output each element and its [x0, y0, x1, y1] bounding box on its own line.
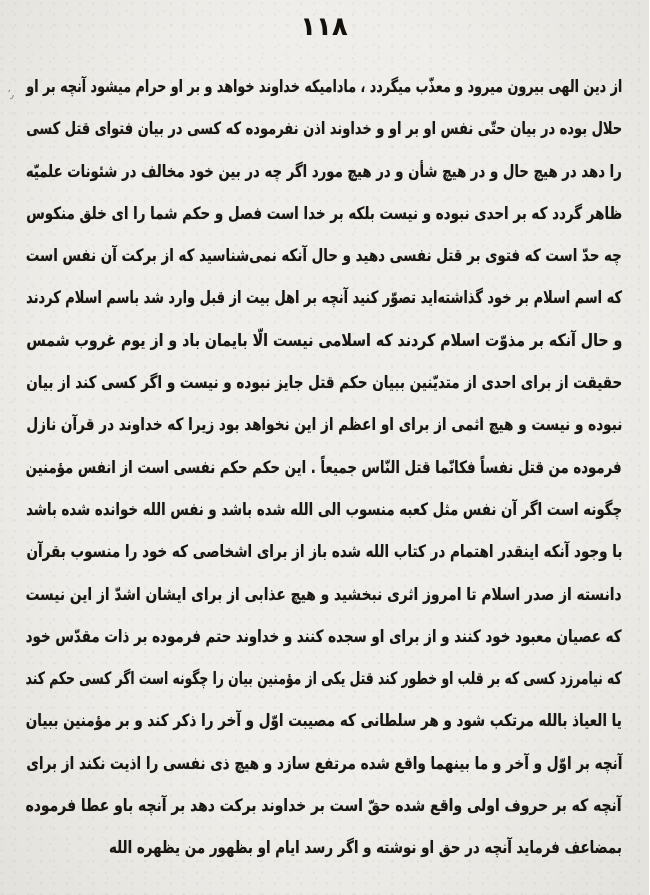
text-line-5-content: چه حدّ است که فتوی بر قتل نفسی دهید و حال آنکه نمی‌شناسید که از برکت آن نفس است — [27, 246, 623, 267]
text-line-10 — [27, 447, 623, 489]
text-line-2 — [27, 108, 623, 150]
text-line-11-content: چگونه است اگر آن نفس مثل کعبه منسوب الی الله شده باشد و نفس الله خوانده شده باشد — [27, 499, 623, 520]
text-line-13-content: دانسته از صدر اسلام تا امروز اثری نبخشید و هیچ عذابی از برای ایشان اشدّ از این نیست — [27, 584, 623, 605]
text-line-8 — [27, 362, 623, 404]
text-line-14 — [27, 616, 623, 658]
text-line-16 — [27, 700, 623, 742]
text-line-15-content: که نیامرزد کسی که بر قلب او خطور کند قتل یکی از مؤمنین بیان را چگونه است اگر کسی حکم کند — [27, 669, 623, 690]
text-line-1 — [27, 66, 623, 108]
text-block — [27, 66, 623, 870]
text-line-3 — [27, 151, 623, 193]
text-line-18-content: آنچه که بر حروف اولی واقع شده حقّ است بر خداوند برکت دهد بر آنچه باو عطا فرموده — [27, 796, 623, 817]
text-line-9-content: نبوده و نیست و هیچ اثمی از برای او اعظم از این نخواهد بود زیرا که خداوند در قرآن نازل — [27, 415, 623, 436]
margin-speck: ٬٫ — [7, 87, 16, 102]
text-line-19-content: بمضاعف فرماید آنچه در حق او نوشته و اگر رسد ایام او بظهور من یظهره الله — [110, 838, 623, 859]
text-line-12 — [27, 531, 623, 573]
text-line-5 — [27, 235, 623, 277]
text-line-4 — [27, 193, 623, 235]
page-number: ١١٨ — [301, 12, 349, 42]
text-line-11 — [27, 489, 623, 531]
text-line-6 — [27, 277, 623, 319]
text-line-13 — [27, 574, 623, 616]
text-line-17-content: آنچه بر اوّل و آخر و ما بینهما واقع شده مرتفع سازد و هیچ ذی نفسی را اذیت نکند از برای — [27, 753, 623, 774]
text-line-14-content: که عصیان معبود خود کنند و از برای او سجده کنند و خداوند حتم فرموده بر ذات مقدّس خود — [27, 626, 623, 647]
text-line-4-content: ظاهر گردد که بر احدی نبوده و نیست بلکه بر خدا است فصل و حکم شما را ای خلق منکوس — [27, 203, 623, 224]
text-line-2-content: حلال بوده در بیان حتّی نفس او بر او و خداوند اذن نفرموده که کسی در بیان فتوای قتل کسی — [27, 119, 623, 140]
text-line-17 — [27, 743, 623, 785]
text-line-18 — [27, 785, 623, 827]
text-line-8-content: حقیقت از برای احدی از متدیّنین ببیان حکم قتل جایز نبوده و نیست و اگر کسی کند از بیان — [27, 373, 623, 394]
text-line-6-content: که اسم اسلام بر خود گذاشته‌اید تصوّر کنید آنچه بر اهل بیت از قبل وارد شد باسم اسلام کردند — [27, 288, 623, 309]
text-line-12-content: با وجود آنکه اینقدر اهتمام در کتاب الله شده باز از برای اشخاصی که خود را منسوب بقرآن — [27, 542, 623, 563]
text-line-1-content: از دین الهی بیرون میرود و معذّب میگردد ، مادامیکه خداوند خواهد و بر او حرام میشود آنچه بر او — [27, 77, 623, 97]
text-line-15 — [27, 658, 623, 700]
text-line-9 — [27, 404, 623, 446]
text-line-16-content: یا العیاذ بالله مرتکب شود و هر سلطانی که مصیبت اوّل و آخر را ذکر کند و بر مؤمنین ببیان — [27, 711, 623, 732]
text-line-7 — [27, 320, 623, 362]
text-line-3-content: را دهد در هیچ حال و در هیچ شأن و در هیچ مورد اگر چه در بین خود مخالف در شئونات علمیّه — [27, 161, 623, 182]
text-line-19 — [110, 827, 623, 869]
text-line-7-content: و حال آنکه بر مذوّت اسلام کردند که اسلامی نیست الّا بایمان باد و از یوم غروب شمس — [27, 330, 623, 351]
text-line-10-content: فرموده من قتل نفساً فکانّما قتل النّاس جمیعاً . این حکم حکم نفسی است از انفس مؤمنین — [27, 457, 623, 478]
